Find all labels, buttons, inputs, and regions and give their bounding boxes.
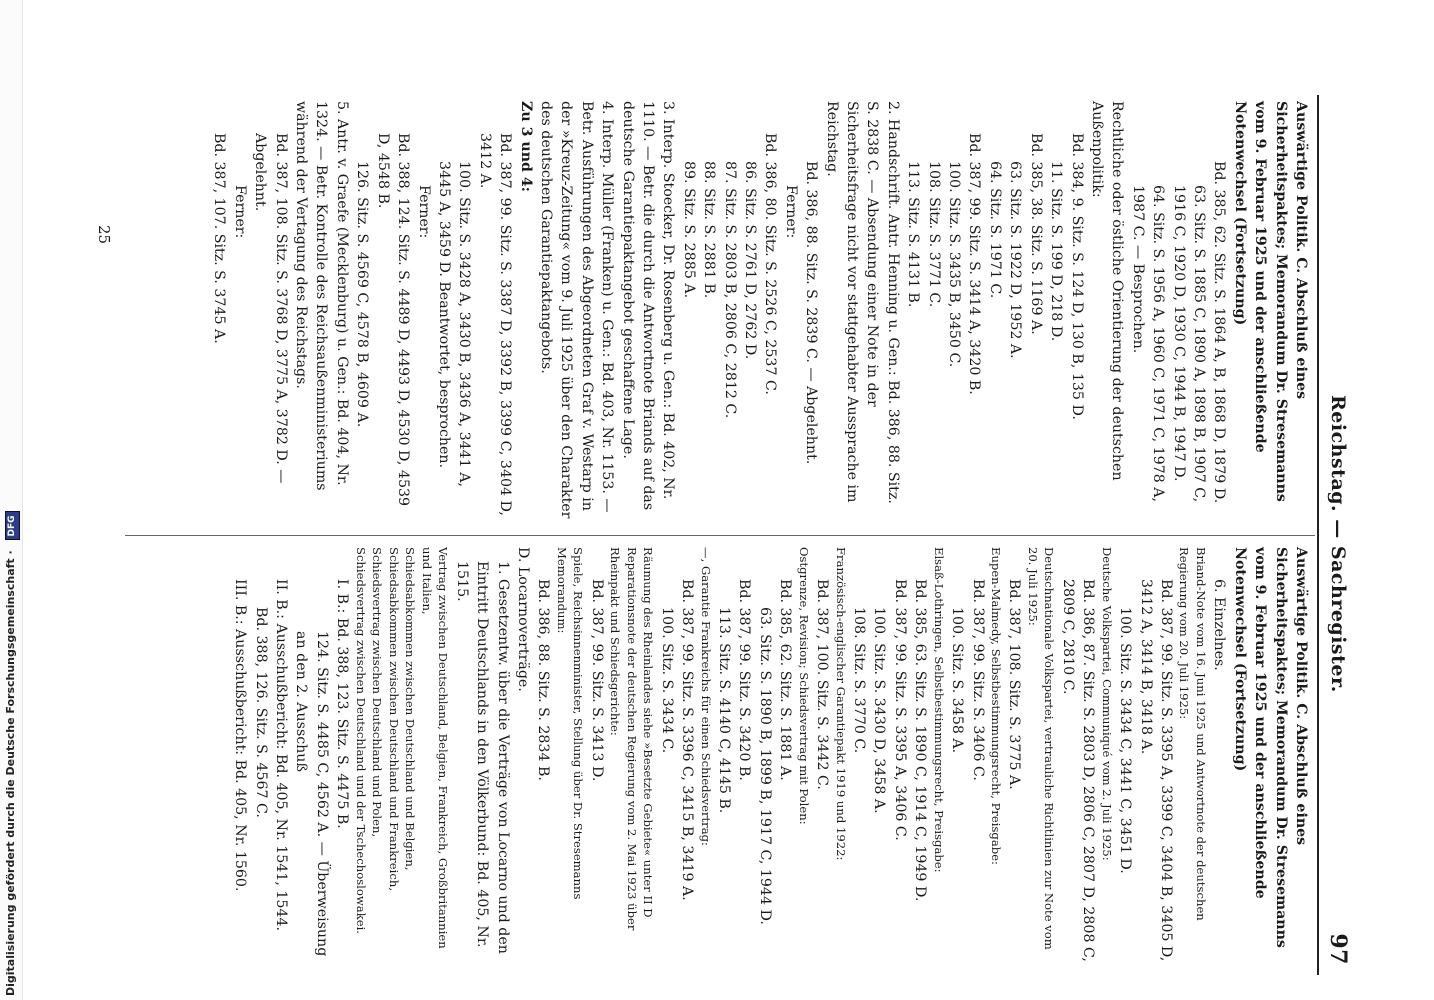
index-entry: 126. Sitz. S. 4569 C, 4578 B, 4609 A. [354,161,371,428]
index-entry: D. Locarnoverträge. [514,547,531,692]
index-entry: —, Garantie Frankreichs für einen Schiedsvertrag: [698,547,713,846]
index-entry: Spiele, Reichsinnenminister, Stellung über Dr. Stresemanns Memorandum: [554,547,586,900]
index-entry: 3. Interp. Stoecker, Dr. Rosenberg u. Gen.: Bd. 402, Nr. 1110. — Betr. die durch die Antwortnote Briands auf das deutsche Garantiepaktangebot geschaffene Lage. [619,101,677,511]
index-entry: Schiedsvertrag zwischen Deutschland und Polen, [370,547,385,838]
index-entry: 108. Sitz. S. 3771 C. [925,161,942,308]
index-entry: 86. Sitz. S. 2761 D, 2762 D. [742,161,759,360]
index-entry: Bd. 387, 99. Sitz. S. 3414 A, 3420 B. [966,133,983,395]
index-entry: Bd. 385, 38. Sitz. S. 1169 A. [1027,133,1044,335]
index-entry: Bd. 386, 88. Sitz. S. 2834 B. [535,579,552,781]
index-entry: 11. Sitz. S. 199 D, 218 D. [1048,161,1065,342]
index-entry: 113. Sitz. S. 4140 C, 4145 B. [715,607,732,814]
index-entry: Schiedsabkommen zwischen Deutschland und Belgien, [403,547,418,871]
running-title: Reichstag. — Sachregister. [1327,395,1349,693]
index-entry: 63. Sitz. S. 1890 B, 1899 B, 1917 C, 1944 D. [756,607,773,925]
index-entry: Ferner: [415,185,432,239]
index-entry: 1. Gesetzentw. über die Verträge von Locarno und den Eintritt Deutschlands in den Völkerbund: Bd. 405, Nr. 1515. [453,561,511,954]
index-entry: 2. Handschrift. Antr. Henning u. Gen.: Bd. 386, 88. Sitz. S. 2838 C. — Absendung einer Note in der Sicherheitsfrage nicht vor stattgehabter Aussprache im Reichstag. [823,101,901,504]
index-entry: Reparationsnote der deutschen Regierung vom 2. Mai 1923 über Rheinpakt und Schiedsgerichte: [608,547,639,931]
index-entry: Bd. 388, 124. Sitz. S. 4489 D, 4493 D, 4530 D, 4539 D, 4548 B. [374,133,412,507]
index-entry: Bd. 385, 62. Sitz. S. 1864 A, B, 1868 D, 1879 D. [1211,161,1228,504]
footer-credit: Digitalisierung gefördert durch die Deutsche Forschungsgemeinschaft [4,558,17,996]
index-entry: Schiedsvertrag zwischen Deutschland und der Tschechoslowakei. [353,547,368,934]
index-entry: Bd. 386, 87. Sitz. S. 2803 D, 2806 C, 2807 D, 2808 C, 2809 C, 2810 C. [1059,579,1097,962]
index-entry: Vertrag zwischen Deutschland, Belgien, Frankreich, Großbritannien und Italien, [419,547,451,949]
index-entry: Bd. 387, 107. Sitz. S. 3745 A. [211,133,228,344]
index-entry: 108. Sitz. S. 3770 C. [851,607,867,754]
index-entry: Bd. 387, 100. Sitz. S. 3442 C. [814,579,831,790]
index-entry: Bd. 384, 9. Sitz. S. 124 D, 130 B, 135 D. [1068,133,1085,420]
index-entry: Elsaß-Lothringen, Selbstbestimmungsrecht, Preisgabe: [931,547,946,873]
index-entry: Ferner: [231,185,248,239]
index-entry: 63. Sitz. S. 1922 D, 1952 A. [1007,161,1024,359]
index-entry: Bd. 387, 108. Sitz. S. 3775 A. [1006,579,1023,790]
dfg-logo-icon: DFG [5,511,20,540]
index-entry: Deutschnationale Volkspartei, vertrauliche Richtlinien zur Note vom 20. Juli 1925: [1025,547,1057,950]
index-entry: Bd. 387, 99. Sitz. S. 3406 C. [969,579,986,781]
scanned-page [90,95,1355,975]
index-entry: Ostgrenze, Revision; Schiedsvertrag mit Polen: [796,547,811,825]
index-entry: Bd. 386, 88. Sitz. S. 2839 C. — Abgelehnt. [803,161,820,465]
index-entry: Bd. 387, 99. Sitz. S. 3395 A, 3406 C. [891,579,908,841]
index-entry: Bd. 387, 99. Sitz. S. 3413 D. [588,579,605,782]
index-entry: 5. Antr. v. Graefe (Mecklenburg) u. Gen.: Bd. 404, Nr. 1324. — Betr. Kontrolle des Reichsaußenministeriums während der Vertagung des Reichstags. [293,101,350,491]
index-entry: Briand-Note vom 16. Juni 1925 und Antwortnote der deutschen Regierung vom 20. Juli 1925: [1177,547,1208,921]
left-column [209,101,1311,519]
index-entry: Bd. 387, 99. Sitz. S. 3387 D, 3392 B, 3399 C, 3404 D, 3412 A. [476,133,514,516]
index-entry: 87. Sitz. S. 2803 B, 2806 C, 2812 C. [721,161,738,419]
index-entry: 6. Einzelnes. [1211,579,1228,671]
index-entry: 100. Sitz. S. 3458 A. [949,607,966,754]
index-entry: Auswärtige Politik. C. Abschluß eines Sicherheitspaktes; Memorandum Dr. Stresemanns vom 9. Februar 1925 und der anschließende Notenwechsel (Fortsetzung) [1231,101,1309,502]
index-entry: Bd. 387, 99. Sitz. S. 3395 A, 3399 C, 3404 B, 3405 D, 3412 A, 3414 B, 3418 A. [1137,579,1174,962]
index-entry: Räumung des Rheinlandes siehe »Besetzte Gebiete« unter II D [641,547,656,918]
index-entry: 64. Sitz. S. 1956 A, 1960 C, 1971 C, 1978 A, 1987 C. — Besprochen. [1129,185,1167,502]
index-entry: 4. Interp. Müller (Franken) u. Gen.: Bd. 403, Nr. 1153. — Betr. Ausführungen des Abgeordneten Graf v. Westarp in der »Kreuz-Zeitung« vom 9. Juli 1925 über den Charakter des deutschen Garantiepaktangebots. [537,101,616,519]
index-entry: Bd. 385, 63. Sitz. S. 1890 C, 1914 C, 1949 D. [912,579,929,902]
index-entry: 100. Sitz. S. 3430 D, 3458 A. [871,607,888,814]
header-rule [1317,95,1319,975]
index-entry: Bd. 386, 80. Sitz. S. 2526 C, 2537 C. [762,133,779,395]
page-number: 97 [1325,933,1351,965]
index-entry: Auswärtige Politik. C. Abschluß eines Sicherheitspaktes; Memorandum Dr. Stresemanns vom 9. Februar 1925 und der anschließende Notenwechsel (Fortsetzung) [1231,547,1309,948]
index-entry: Eupen-Malmedy, Selbstbestimmungsrecht, Preisgabe: [989,547,1004,865]
index-entry: 100. Sitz. S. 3428 A, 3430 B, 3436 A, 3441 A, 3445 A, 3459 D. Beantwortet, besprochen. [435,161,473,487]
index-entry: 124. Sitz. S. 4485 C, 4562 A. — Überweisung an den 2. Ausschuß [293,631,330,957]
index-entry: Bd. 387, 99. Sitz. S. 3396 C, 3415 B, 3419 A. [679,579,696,901]
index-entry: Schiedsabkommen zwischen Deutschland und Frankreich, [386,547,401,892]
page-header [1321,95,1355,975]
index-entry: Rechtliche oder östliche Orientierung der deutschen Außenpolitik: [1088,101,1126,481]
index-entry: 113. Sitz. S. 4131 B. [905,161,922,308]
index-entry: 100. Sitz. S. 3434 C, 3441 C, 3451 D. [1117,607,1134,874]
index-entry: Bd. 385, 62. Sitz. S. 1881 A. [777,579,794,781]
footer-text-line: Digitalisierung gefördert durch die Deutsche Forschungsgemeinschaft · DFG [1,0,21,996]
index-entry: I. B.: Bd. 388, 123. Sitz. S. 4475 B. [334,579,351,829]
index-entry: 89. Sitz. S. 2885 A. [680,161,697,299]
digitization-footer [0,0,23,1000]
index-entry: Zu 3 und 4: [517,101,534,193]
index-entry: Französisch-englischer Garantiepakt 1919 und 1922: [833,547,848,861]
index-entry: 63. Sitz. S. 1885 C, 1890 A, 1898 B, 1907 C, 1916 C, 1920 D, 1930 C, 1944 B, 1947 D. [1170,185,1207,503]
index-entry: Bd. 387, 108. Sitz. S. 3768 D, 3775 A, 3782 D. — Abgelehnt. [252,133,289,484]
column-divider [125,535,1315,536]
index-entry: Ferner: [782,185,799,239]
index-entry: 100. Sitz. S. 3434 C. [658,607,675,754]
index-entry: Bd. 387, 99. Sitz. S. 3420 B. [736,579,753,781]
index-entry: Deutsche Volkspartei, Communiqué vom 2. Juli 1925: [1099,547,1114,861]
right-column [230,547,1311,965]
index-entry: II. B.: Ausschußbericht: Bd. 405, Nr. 1541, 1544. [273,579,290,931]
bottom-page-number: 25 [95,225,113,245]
index-entry: 100. Sitz. S. 3435 B, 3450 C. [946,161,963,368]
index-entry: 88. Sitz. S. 2881 B. [701,161,718,299]
index-entry: Bd. 388, 126. Sitz. S. 4567 C. [252,607,269,818]
index-entry: III. B.: Ausschußbericht: Bd. 405, Nr. 1560. [232,579,249,892]
index-entry: 64. Sitz. S. 1971 C. [986,161,1003,299]
